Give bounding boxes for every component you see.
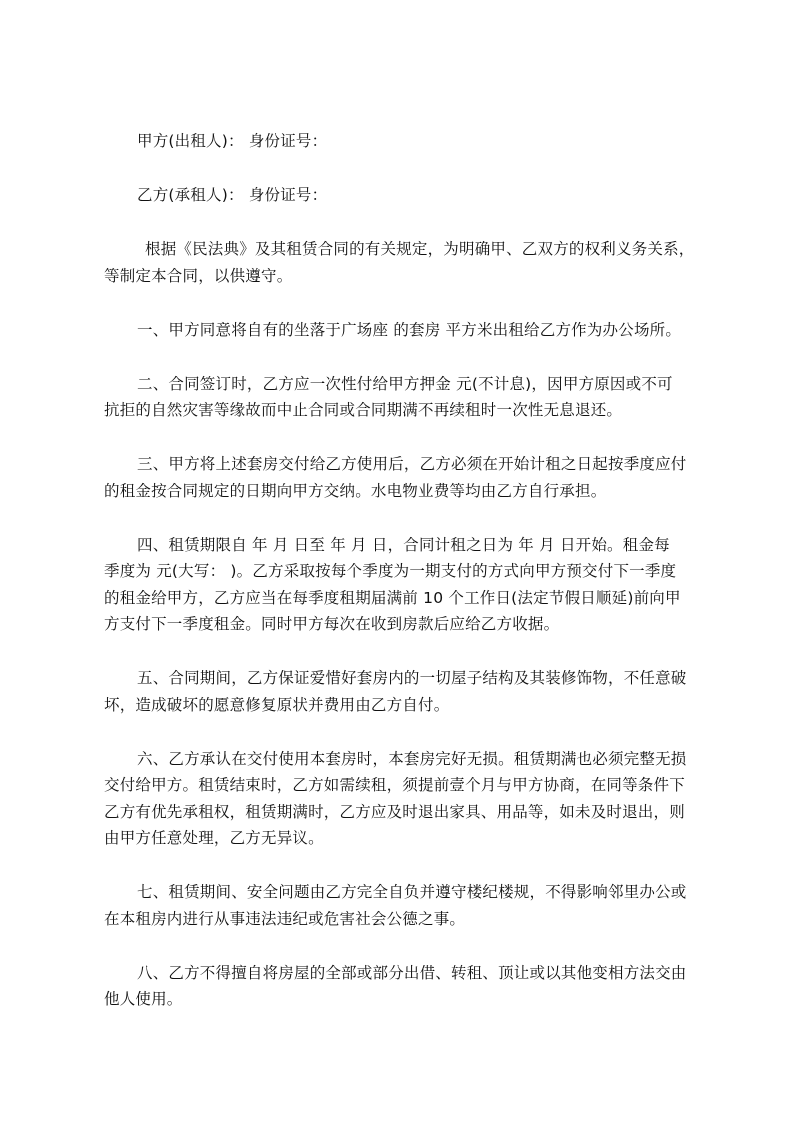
clause-1-line-1: 一、甲方同意将自有的坐落于广场座 的套房 平方米出租给乙方作为办公场所。 (137, 321, 682, 339)
clause-4-line-2: 季度为 元(大写： )。乙方采取按每个季度为一期支付的方式向甲方预交付下一季度 (104, 562, 677, 580)
clause-4-line-3: 的租金给甲方，乙方应当在每季度租期届满前 10 个工作日(法定节假日顺延)前向甲 (104, 589, 681, 607)
clause-8-line-2: 他人使用。 (104, 990, 183, 1008)
clause-3-line-1: 三、甲方将上述套房交付给乙方使用后，乙方必须在开始计租之日起按季度应付 (137, 455, 687, 473)
preamble-line-2: 等制定本合同，以供遵守。 (104, 267, 293, 285)
clause-5-line-2: 坏，造成破坏的愿意修复原状并费用由乙方自付。 (104, 696, 450, 714)
clause-8-line-1: 八、乙方不得擅自将房屋的全部或部分出借、转租、顶让或以其他变相方法交由 (137, 964, 687, 982)
clause-2-line-1: 二、合同签订时，乙方应一次性付给甲方押金 元(不计息)，因甲方原因或不可 (137, 375, 673, 393)
clause-3-line-2: 的租金按合同规定的日期向甲方交纳。水电物业费等均由乙方自行承担。 (104, 482, 607, 500)
clause-6-line-1: 六、乙方承认在交付使用本套房时，本套房完好无损。租赁期满也必须完整无损 (137, 750, 687, 768)
party-b-line: 乙方(承租人)： 身份证号： (137, 186, 328, 204)
clause-6-line-2: 交付给甲方。租赁结束时，乙方如需续租，须提前壹个月与甲方协商，在同等条件下 (104, 776, 685, 794)
clause-6-line-4: 由甲方任意处理，乙方无异议。 (104, 829, 324, 847)
clause-6-line-3: 乙方有优先承租权，租赁期满时，乙方应及时退出家具、用品等，如未及时退出，则 (104, 803, 685, 821)
clause-4-line-4: 方支付下一季度租金。同时甲方每次在收到房款后应给乙方收据。 (104, 615, 560, 633)
preamble-line-1: 根据《民法典》及其租赁合同的有关规定，为明确甲、乙双方的权利义务关系， (145, 240, 695, 258)
party-a-line: 甲方(出租人)： 身份证号： (137, 132, 328, 150)
clause-4-line-1: 四、租赁期限自 年 月 日至 年 月 日，合同计租之日为 年 月 日开始。租金每 (137, 536, 670, 554)
clause-7-line-1: 七、租赁期间、安全问题由乙方完全自负并遵守楼纪楼规，不得影响邻里办公或 (137, 883, 687, 901)
clause-7-line-2: 在本租房内进行从事违法违纪或危害社会公德之事。 (104, 910, 466, 928)
clause-5-line-1: 五、合同期间，乙方保证爱惜好套房内的一切屋子结构及其装修饰物，不任意破 (137, 669, 687, 687)
clause-2-line-2: 抗拒的自然灾害等缘故而中止合同或合同期满不再续租时一次性无息退还。 (104, 401, 623, 419)
